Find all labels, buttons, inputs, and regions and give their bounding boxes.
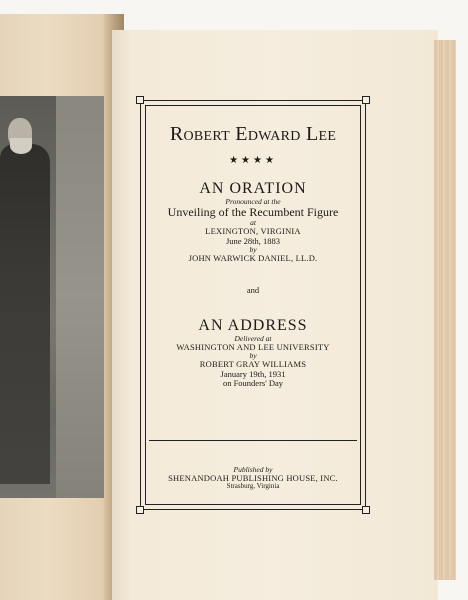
oration-at: at: [250, 218, 256, 228]
frame-corner-ornament: [362, 96, 370, 104]
star-ornament: ★★★★: [229, 155, 277, 166]
address-heading: AN ADDRESS: [198, 316, 308, 334]
address-delivered: Delivered at: [234, 333, 272, 343]
oration-date: June 28th, 1883: [225, 235, 281, 246]
frontispiece-page: [0, 14, 118, 600]
oration-pronounced: Pronounced at the: [225, 196, 281, 206]
frame-corner-ornament: [362, 506, 370, 514]
page-edges: [434, 40, 456, 580]
oration-author: JOHN WARWICK DANIEL, LL.D.: [188, 253, 318, 264]
publisher-name: SHENANDOAH PUBLISHING HOUSE, INC.: [168, 472, 338, 483]
title-frame: [140, 100, 366, 510]
book-title: Robert Edward Lee: [169, 123, 337, 145]
publisher-location: Strasburg, Virginia: [226, 482, 280, 491]
oration-heading: AN ORATION: [199, 180, 307, 197]
published-by: Published by: [233, 464, 273, 474]
conjunction-and: and: [246, 284, 260, 295]
address-occasion: on Founders' Day: [222, 378, 284, 389]
frame-corner-ornament: [136, 506, 144, 514]
address-date: January 19th, 1931: [220, 368, 286, 379]
oration-by: by: [249, 244, 257, 254]
address-venue: WASHINGTON AND LEE UNIVERSITY: [176, 341, 330, 352]
publisher-block: [149, 466, 357, 491]
frame-corner-ornament: [136, 96, 144, 104]
oration-place: LEXINGTON, VIRGINIA: [205, 226, 301, 237]
publisher-divider: [149, 440, 357, 441]
portrait-photo: [0, 96, 104, 498]
address-by: by: [249, 351, 257, 361]
title-page-text: [149, 109, 357, 501]
address-author: ROBERT GRAY WILLIAMS: [199, 359, 307, 370]
oration-occasion: Unveiling of the Recumbent Figure: [167, 204, 339, 219]
